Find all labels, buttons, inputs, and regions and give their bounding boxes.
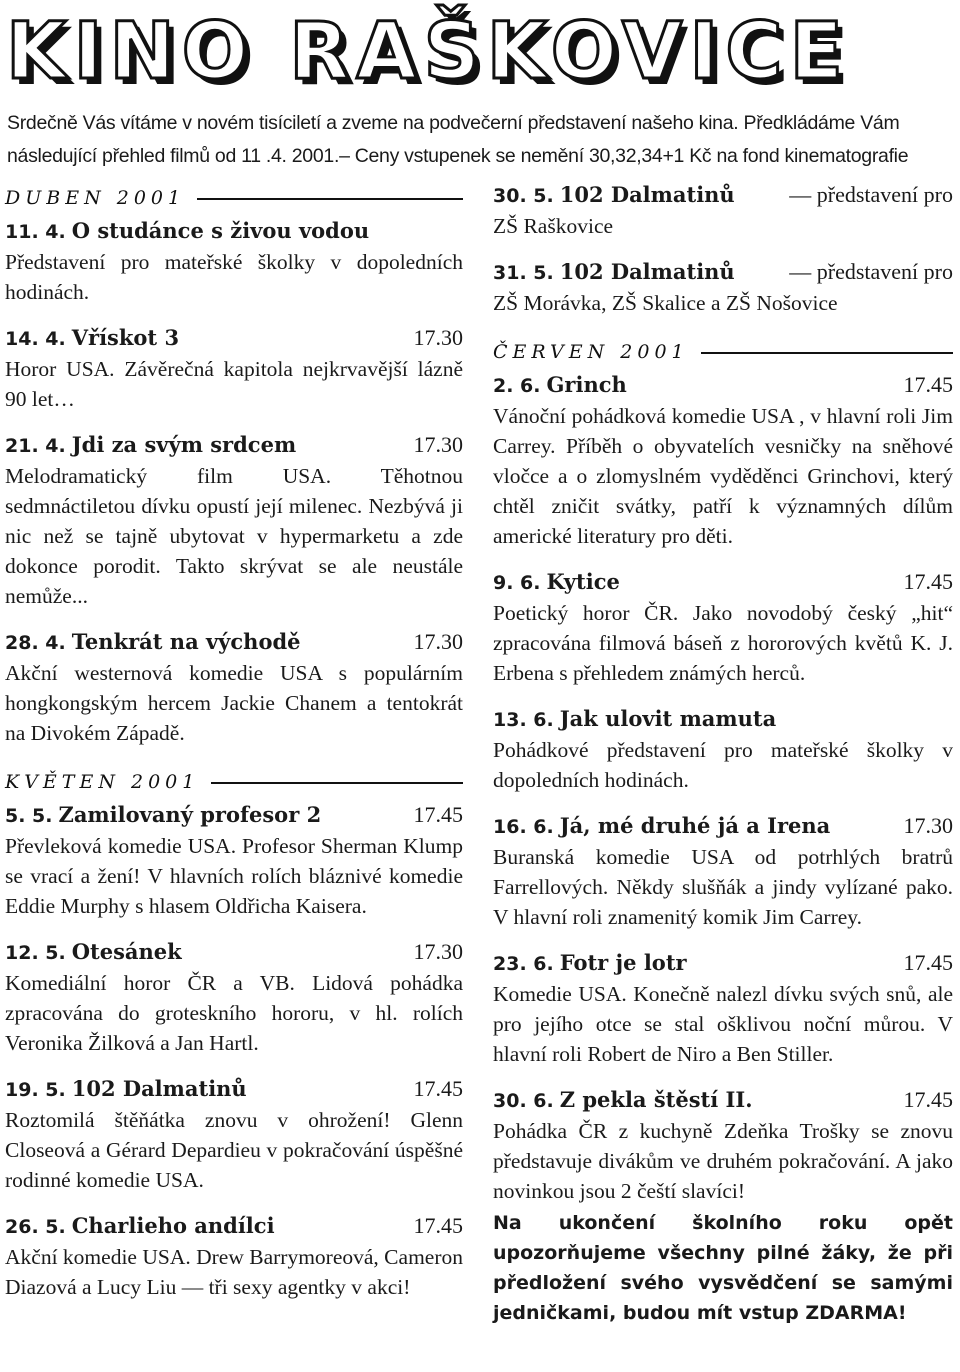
film-title: 102 Dalmatinů [559,259,735,284]
film-description: Představení pro mateřské školky v dopoledních hodinách. [5,250,463,304]
film-description: Buranská komedie USA od potrhlých bratrů Farrellových. Někdy slušňák a jindy vylízané pako. V hlavní roli znamenitý komik Jim Carrey. [493,845,953,929]
film-date: 30. 6. [493,1090,554,1112]
film-entry [493,257,953,318]
film-entry [493,567,953,688]
film-note: — představení pro [789,182,953,207]
month-rule [211,782,463,784]
film-description: Roztomilá štěňátka znovu v ohrožení! Glenn Closeová a Gérard Depardieu v pokračování úspěšné rodinné komedie USA. [5,1108,463,1192]
film-title: Z pekla štěstí II. [559,1087,753,1112]
film-date: 19. 5. [5,1079,66,1101]
month-rule [701,352,953,354]
month-heading-april [5,180,463,216]
film-title: Zamilovaný profesor 2 [58,802,322,827]
film-description: Poetický horor ČR. Jako novodobý český „hit“ zpracována filmová báseň z hororových květů K. J. Erbena s přehledem známých herců. [493,601,953,685]
film-title: Já, mé druhé já a Irena [559,813,831,838]
film-date: 31. 5. [493,262,554,284]
film-description: Převleková komedie USA. Profesor Sherman Klump se vrací a žení! V hlavních rolích bláznivé komedie Eddie Murphy s hlasem Oldřicha Kaisera. [5,834,463,918]
film-entry [493,811,953,932]
film-description: Melodramatický film USA. Těhotnou sedmnáctiletou dívku opustí její milenec. Nezbývá ji nic než se tajně ubytovat v hypermarketu a zde dokonce porodit. Takto skrývat se ale neustále nemůže... [5,464,463,608]
film-title: Vřískot 3 [71,325,180,350]
month-title: DUBEN 2001 [5,187,186,209]
film-entry [5,323,463,414]
film-title: Charlieho andílci [71,1213,275,1238]
film-title: O studánce s živou vodou [71,218,370,243]
film-title: 102 Dalmatinů [71,1076,247,1101]
film-title: Jak ulovit mamuta [559,706,777,731]
film-date: 30. 5. [493,185,554,207]
month-heading-june [493,334,953,370]
film-entry [493,180,953,241]
film-description: Horor USA. Závěrečná kapitola nejkrvavější lázně 90 let… [5,357,463,411]
film-time: 17.30 [413,325,463,350]
film-title: Tenkrát na východě [71,629,301,654]
film-time: 17.30 [903,813,953,838]
intro-text: Srdečně Vás vítáme v novém tisíciletí a zveme na podvečerní představení našeho kina. Předkládáme Vám následující přehled filmů od 11 .4. 2001.– Ceny vstupenek se nemění 30,32,34+1 Kč na fond kinematografie [7,112,909,167]
film-time: 17.45 [413,1076,463,1101]
left-column [5,180,463,1318]
film-time: 17.45 [413,1213,463,1238]
film-time: 17.45 [903,1087,953,1112]
month-title: ČERVEN 2001 [493,341,689,363]
film-description: Pohádka ČR z kuchyně Zdeňka Trošky se znovu představuje divákům ve druhém pokračování. A jako novinkou jsou 2 čeští slavíci! [493,1119,953,1203]
film-date: 16. 6. [493,816,554,838]
month-title: KVĚTEN 2001 [5,771,200,793]
free-entry-notice: Na ukončení školního roku opět upozorňujeme všechny pilné žáky, že při předložení svého vysvědčení se samými jedničkami, budou mít vstup ZDARMA! [493,1212,953,1324]
film-description: Akční komedie USA. Drew Barrymoreová, Cameron Diazová a Lucy Liu — tři sexy agentky v akci! [5,1245,463,1299]
film-entry [493,370,953,551]
film-title: Kytice [546,569,620,594]
film-entry [5,627,463,748]
film-description: Komediální horor ČR a VB. Lidová pohádka zpracována do groteskního hororu, v hl. rolích Veronika Žilková a Jan Hartl. [5,971,463,1055]
film-description: Vánoční pohádková komedie USA , v hlavní roli Jim Carrey. Příběh o obyvatelích vesničky na sněhové vločce a o zlomyslném vyděděnci Grinchovi, který chtěl zničit svátky, patří k významných dílům americké literatury pro děti. [493,404,953,548]
film-date: 21. 4. [5,435,66,457]
film-date: 12. 5. [5,942,66,964]
page-title: KINO RAŠKOVICE [6,7,850,97]
film-description: ZŠ Morávka, ZŠ Skalice a ZŠ Nošovice [493,291,838,315]
film-entry [493,948,953,1069]
month-heading-may [5,764,463,800]
film-date: 28. 4. [5,632,66,654]
film-time: 17.30 [413,629,463,654]
film-date: 13. 6. [493,709,554,731]
film-date: 2. 6. [493,375,541,397]
film-entry [5,937,463,1058]
film-title: Otesánek [71,939,182,964]
film-entry [493,1085,953,1206]
right-column [493,180,953,1328]
film-entry [5,1211,463,1302]
film-date: 14. 4. [5,328,66,350]
film-description: Pohádkové představení pro mateřské školky v dopoledních hodinách. [493,738,953,792]
film-time: 17.45 [903,372,953,397]
film-description: Akční westernová komedie USA s populárním hongkongským hercem Jackie Chanem a tentokrát na Divokém Západě. [5,661,463,745]
film-entry [5,216,463,307]
film-date: 26. 5. [5,1216,66,1238]
film-title: Grinch [546,372,627,397]
film-entry [5,800,463,921]
film-title: Fotr je lotr [559,950,687,975]
film-description: Komedie USA. Konečně nalezl dívku svých snů, ale pro jejího otce se stal ošklivou noční můrou. V hlavní roli Robert de Niro a Ben Stiller. [493,982,953,1066]
film-note: — představení pro [789,259,953,284]
film-time: 17.45 [903,950,953,975]
film-time: 17.45 [903,569,953,594]
film-title: 102 Dalmatinů [559,182,735,207]
film-entry [5,1074,463,1195]
month-rule [197,198,463,200]
film-date: 5. 5. [5,805,53,827]
film-title: Jdi za svým srdcem [71,432,297,457]
film-description: ZŠ Raškovice [493,214,614,238]
film-time: 17.30 [413,432,463,457]
film-entry [493,704,953,795]
film-date: 23. 6. [493,953,554,975]
film-time: 17.30 [413,939,463,964]
film-date: 9. 6. [493,572,541,594]
film-time: 17.45 [413,802,463,827]
film-entry [5,430,463,611]
film-date: 11. 4. [5,221,66,243]
